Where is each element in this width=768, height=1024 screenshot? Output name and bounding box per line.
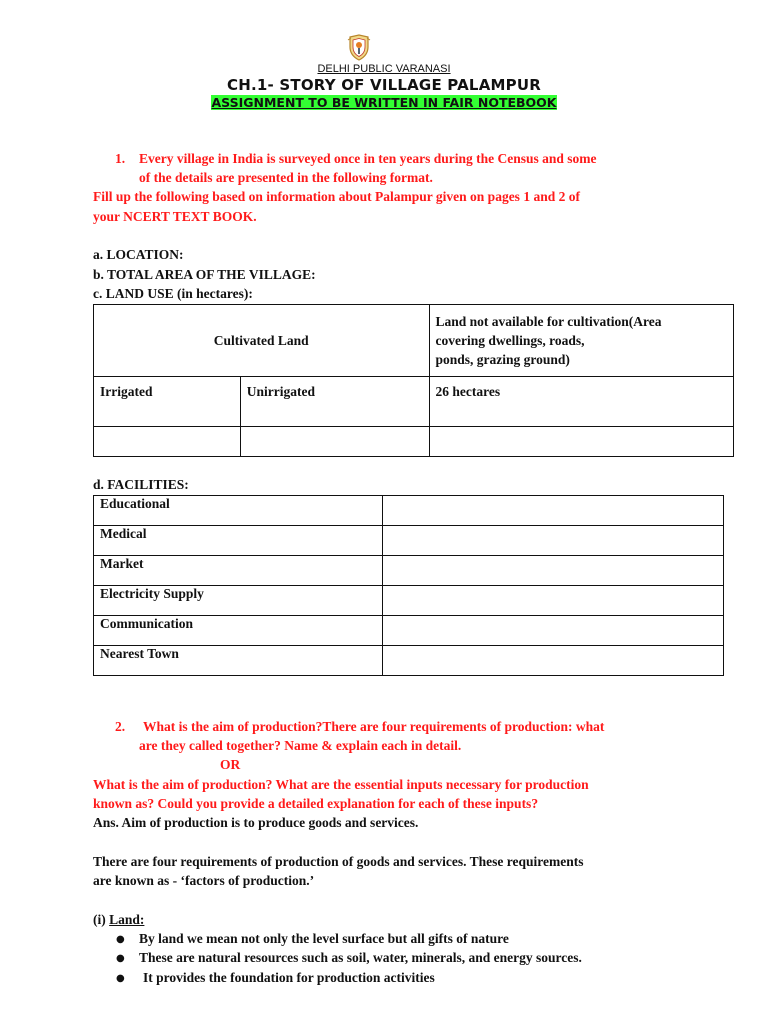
table-row: [94, 556, 724, 586]
facility-market: Market: [94, 556, 383, 586]
q2-line4: known as? Could you provide a detailed explanation for each of these inputs?: [93, 796, 539, 811]
facility-answer-cell: [383, 586, 724, 616]
facility-answer-cell: [383, 616, 724, 646]
unirrigated-value-cell: [240, 427, 429, 457]
not-available-header: [429, 305, 734, 377]
not-available-line-3: ponds, grazing ground): [435, 352, 570, 367]
not-available-value: 26 hectares: [429, 377, 734, 427]
cultivated-land-header: Cultivated Land: [94, 305, 430, 377]
land-use-table: [93, 304, 734, 457]
unirrigated-header: Unirrigated: [240, 377, 429, 427]
q1-line2: of the details are presented in the following format.: [139, 170, 433, 185]
q2-para-line2: are known as - ‘factors of production.’: [93, 873, 315, 888]
table-row: [94, 616, 724, 646]
q2-number: 2.: [115, 719, 126, 734]
facility-answer-cell: [383, 646, 724, 676]
facility-answer-cell: [383, 556, 724, 586]
table-row: [94, 586, 724, 616]
total-area-label: b. TOTAL AREA OF THE VILLAGE:: [93, 267, 316, 282]
land-bullet-1: By land we mean not only the level surface but all gifts of nature: [139, 931, 509, 946]
facilities-table: [93, 495, 724, 676]
q2-line3: What is the aim of production? What are the essential inputs necessary for production: [93, 777, 589, 792]
bullet-icon: ●: [116, 973, 125, 984]
land-use-label: c. LAND USE (in hectares):: [93, 286, 253, 301]
land-heading-prefix: (i): [93, 912, 110, 927]
assignment-note-wrap: [0, 95, 768, 111]
land-bullet-3: It provides the foundation for production activities: [143, 970, 435, 985]
table-row: [94, 646, 724, 676]
facilities-heading: d. FACILITIES:: [93, 477, 189, 492]
bullet-icon: ●: [116, 953, 125, 964]
facility-nearest-town: Nearest Town: [94, 646, 383, 676]
assignment-note: ASSIGNMENT TO BE WRITTEN IN FAIR NOTEBOOK: [211, 95, 557, 110]
land-heading: Land:: [109, 912, 145, 927]
chapter-title: CH.1- STORY OF VILLAGE PALAMPUR: [227, 76, 541, 94]
irrigated-header: Irrigated: [94, 377, 241, 427]
q2-or: OR: [220, 757, 241, 772]
facility-educational: Educational: [94, 496, 383, 526]
facility-medical: Medical: [94, 526, 383, 556]
q1-line3: Fill up the following based on information about Palampur given on pages 1 and 2 of: [93, 189, 580, 204]
empty-value-cell: [429, 427, 734, 457]
facility-communication: Communication: [94, 616, 383, 646]
q1-number: 1.: [115, 151, 126, 166]
irrigated-value-cell: [94, 427, 241, 457]
not-available-line-2: covering dwellings, roads,: [435, 333, 585, 348]
bullet-icon: ●: [116, 934, 125, 945]
facility-answer-cell: [383, 496, 724, 526]
land-bullet-2: These are natural resources such as soil, water, minerals, and energy sources.: [139, 950, 582, 965]
facility-electricity: Electricity Supply: [94, 586, 383, 616]
table-row: [94, 496, 724, 526]
q1-line4: your NCERT TEXT BOOK.: [93, 209, 257, 224]
school-name: DELHI PUBLIC VARANASI: [317, 63, 451, 75]
q2-para-line1: There are four requirements of production of goods and services. These requirements: [93, 854, 584, 869]
facility-answer-cell: [383, 526, 724, 556]
q1-line1: Every village in India is surveyed once in ten years during the Census and some: [139, 151, 597, 166]
q2-line2: are they called together? Name & explain each in detail.: [139, 738, 462, 753]
table-row: [94, 526, 724, 556]
location-label: a. LOCATION:: [93, 247, 184, 262]
not-available-line-1: Land not available for cultivation(Area: [435, 314, 662, 329]
q2-line1: What is the aim of production?There are four requirements of production: what: [143, 719, 605, 734]
land-heading-row: [93, 912, 144, 928]
school-logo: [346, 33, 372, 61]
q2-answer: Ans. Aim of production is to produce goods and services.: [93, 815, 419, 830]
